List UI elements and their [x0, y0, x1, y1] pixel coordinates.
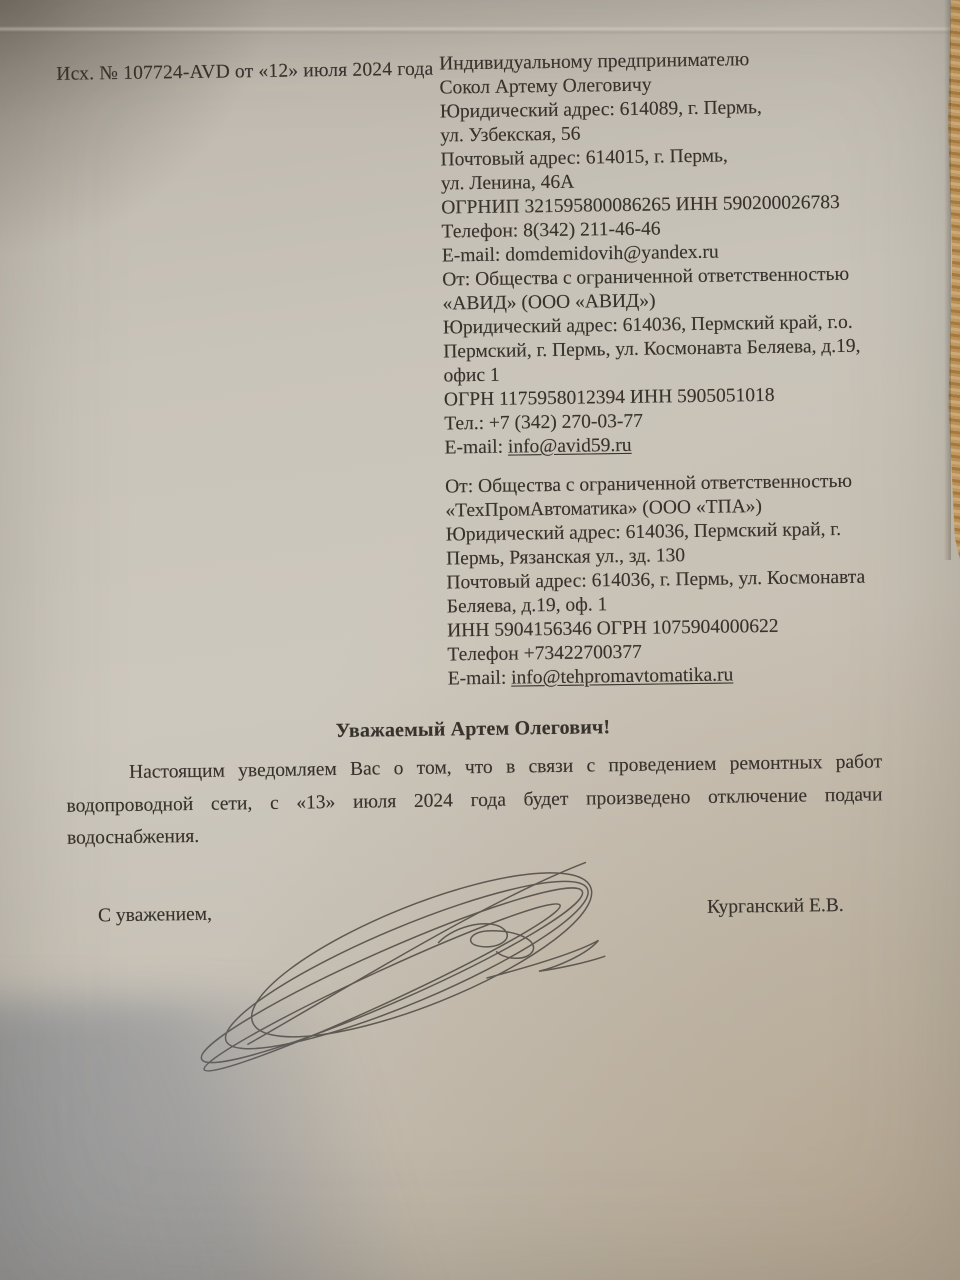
body-paragraph: Настоящим уведомляем Вас о том, что в связи с проведением ремонтных работ водопроводной сети, с «13» июля 2024 года будет произведено отключение подачи водоснабжения. [66, 751, 883, 849]
addressee-line: Телефон: 8(342) 211-46-46 [441, 218, 661, 243]
sender-tpa-line: Беляева, д.19, оф. 1 [446, 594, 608, 618]
sender-avid-line: E-mail: info@avid59.ru [444, 434, 632, 459]
signatory-name: Курганский Е.В. [706, 894, 844, 918]
sender-avid-line: От: Общества с ограниченной ответственностью [442, 263, 850, 291]
sender-tpa-line: Телефон +73422700377 [447, 641, 643, 666]
addressee-line: ОГРНИП 321595800086265 ИНН 590200026783 [441, 191, 840, 219]
sender-avid-block [442, 262, 923, 461]
closing-phrase: С уважением, [97, 903, 213, 927]
sender-tpa-block [445, 469, 926, 692]
sender-avid-line: «АВИД» (ООО «АВИД») [442, 290, 656, 315]
sender-tpa-line: E-mail: info@tehpromavtomatika.ru [447, 664, 734, 690]
sender-avid-line: Тел.: +7 (342) 270-03-77 [444, 410, 644, 435]
sender-avid-line: Юридический адрес: 614036, Пермский край, г.о. [442, 311, 853, 339]
sender-tpa-line: Почтовый адрес: 614036, г. Пермь, ул. Космонавта [446, 566, 866, 594]
sender-tpa-line: От: Общества с ограниченной ответственностью [444, 470, 853, 498]
handwritten-signature-icon [185, 844, 636, 1074]
sender-tpa-line: ИНН 5904156346 ОГРН 1075904000622 [447, 615, 779, 642]
sender-avid-line: Пермский, г. Пермь, ул. Космонавта Беляева, д.19, [443, 335, 861, 363]
addressee-line: Юридический адрес: 614089, г. Пермь, [439, 97, 762, 123]
addressee-line: Индивидуальному предпринимателю [439, 49, 750, 75]
sender-tpa-line: Пермь, Рязанская ул., зд. 130 [445, 545, 686, 570]
addressee-line: ул. Узбекская, 56 [440, 123, 581, 147]
addressee-line: ул. Ленина, 46А [440, 171, 575, 195]
sender-avid-line: ОГРН 1175958012394 ИНН 5905051018 [443, 384, 775, 411]
letterhead-column [439, 46, 926, 692]
sender-avid-line: офис 1 [443, 364, 500, 387]
salutation: Уважаемый Артем Олегович! [335, 716, 611, 743]
addressee-line: Почтовый адрес: 614015, г. Пермь, [440, 145, 728, 171]
addressee-line: E-mail: domdemidovih@yandex.ru [441, 241, 719, 267]
outgoing-reference-line: Исх. № 107724-AVD от «12» июля 2024 года [56, 58, 434, 85]
addressee-line: Сокол Артему Олеговичу [439, 74, 652, 99]
sender-tpa-line: «ТехПромАвтоматика» (ООО «ТПА») [445, 496, 763, 522]
addressee-block [439, 46, 920, 269]
sender-tpa-line: Юридический адрес: 614036, Пермский край, г. [445, 518, 842, 546]
